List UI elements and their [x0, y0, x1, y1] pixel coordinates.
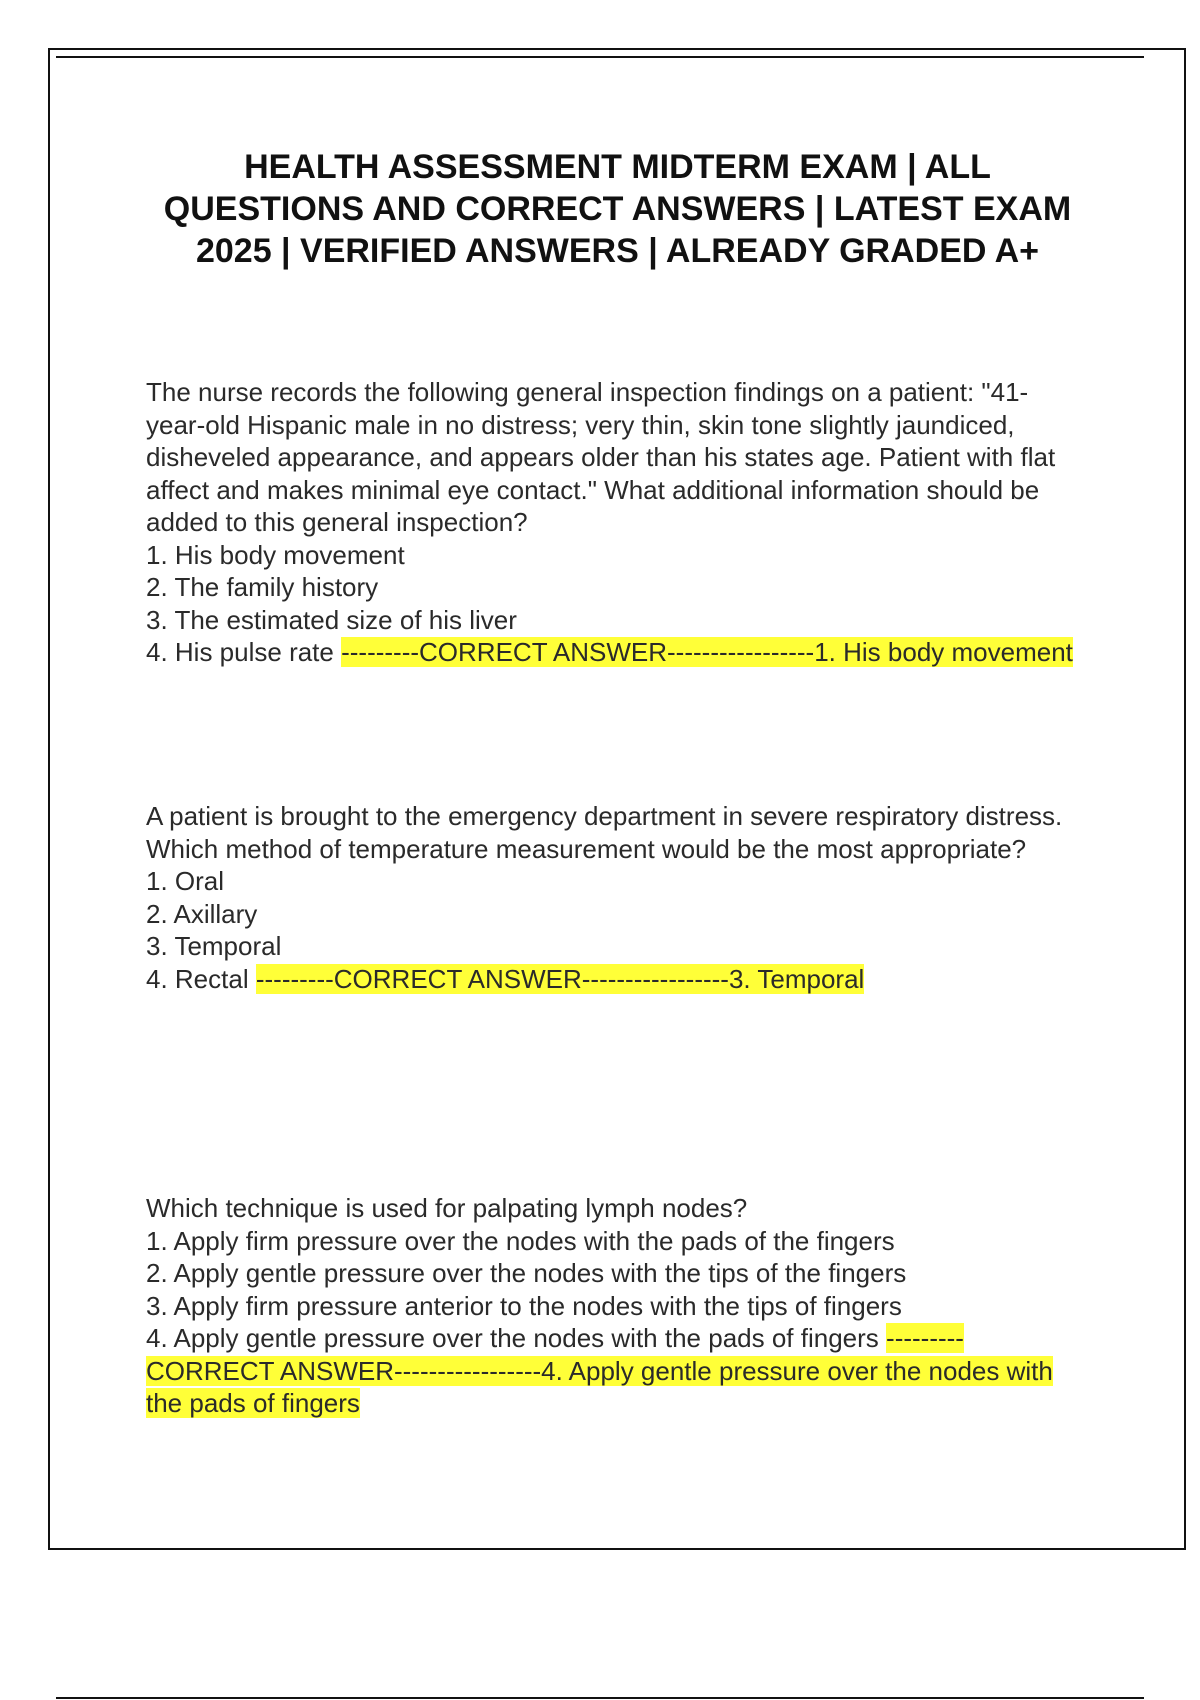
answer-option-text: 4. His pulse rate [146, 637, 334, 667]
bottom-rule [56, 1697, 1144, 1699]
answer-option: 2. The family history [146, 572, 379, 602]
answer-option: 1. Oral [146, 866, 225, 896]
answer-option-text: 4. Apply gentle pressure over the nodes with the pads of fingers [146, 1323, 879, 1353]
answer-option: 3. The estimated size of his liver [146, 604, 517, 635]
question-stem: A patient is brought to the emergency department in severe respiratory distress. Which method of temperature measurement would be the most appropriate? [146, 801, 1063, 864]
answer-option-last [146, 636, 1086, 669]
answer-option: 2. Axillary [146, 898, 258, 929]
answer-option-text: 4. Rectal [146, 963, 249, 994]
question-1 [146, 376, 1086, 800]
answer-option-last [146, 963, 1086, 996]
correct-answer-highlight: ---------CORRECT ANSWER-----------------3. Temporal [255, 963, 865, 994]
correct-answer-highlight: ---------CORRECT ANSWER-----------------1. His body movement [341, 637, 1073, 667]
answer-option: 2. Apply gentle pressure over the nodes with the tips of the fingers [146, 1258, 907, 1288]
question-3 [146, 1192, 1086, 1420]
question-stem: The nurse records the following general inspection findings on a patient: "41-year-old Hispanic male in no distress; very thin, skin tone slightly jaundiced, disheveled appearance, and appears older than his states age. Patient with flat affect and makes minimal eye contact." What additional information should be added to this general inspection? [146, 377, 1056, 537]
answer-option: 1. His body movement [146, 539, 405, 570]
answer-option-last [146, 1322, 1086, 1420]
document-title: HEALTH ASSESSMENT MIDTERM EXAM | ALL QUESTIONS AND CORRECT ANSWERS | LATEST EXAM 2025 | VERIFIED ANSWERS | ALREADY GRADED A+ [163, 148, 1072, 270]
answer-option: 3. Temporal [146, 931, 282, 961]
correct-answer-highlight: ---------CORRECT ANSWER-----------------4. Apply gentle pressure over the nodes with the pads of fingers [146, 1323, 1053, 1418]
answer-option: 3. Apply firm pressure anterior to the nodes with the tips of fingers [146, 1290, 902, 1321]
answer-option: 1. Apply firm pressure over the nodes with the pads of the fingers [146, 1225, 895, 1256]
question-stem: Which technique is used for palpating lymph nodes? [146, 1193, 748, 1223]
question-2 [146, 800, 1086, 1192]
question-list [146, 376, 1086, 1420]
